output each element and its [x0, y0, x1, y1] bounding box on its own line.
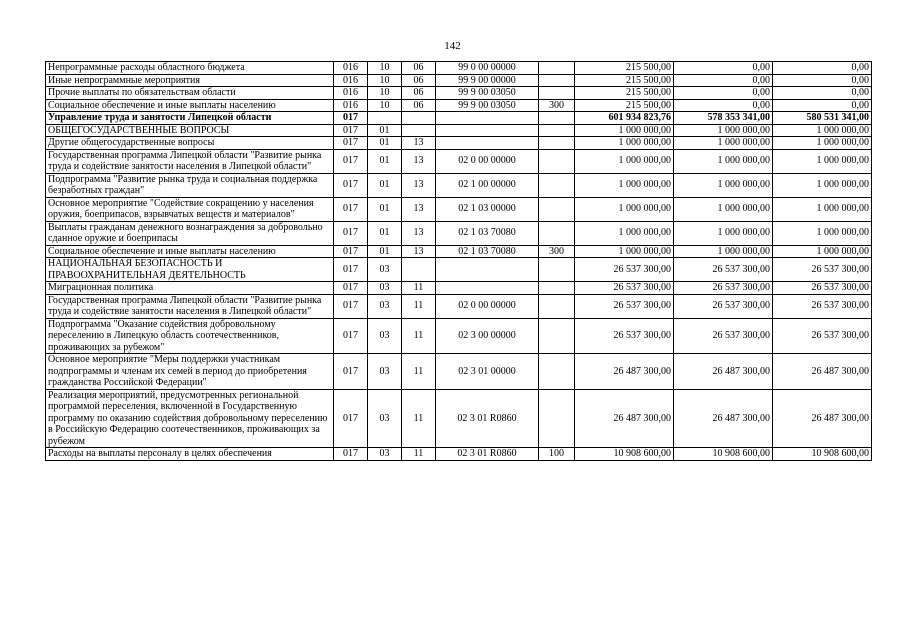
section-code-cell: 10 [368, 74, 402, 87]
target-article-cell: 02 0 00 00000 [436, 294, 539, 318]
admin-code-cell: 017 [334, 354, 368, 390]
row-name-cell: Основное мероприятие "Содействие сокращению у населения оружия, боеприпасов, взрывчатых веществ и материалов" [46, 197, 334, 221]
expense-type-cell [539, 294, 575, 318]
subsection-code-cell: 13 [402, 137, 436, 150]
amount-year1-cell: 601 934 823,76 [575, 112, 674, 125]
expense-type-cell: 100 [539, 448, 575, 461]
target-article-cell: 02 1 03 70080 [436, 245, 539, 258]
amount-year1-cell: 26 487 300,00 [575, 354, 674, 390]
row-name-cell: Подпрограмма "Развитие рынка труда и социальная поддержка безработных граждан" [46, 173, 334, 197]
amount-year2-cell: 26 537 300,00 [674, 282, 773, 295]
amount-year3-cell: 26 487 300,00 [773, 389, 872, 448]
subsection-code-cell: 11 [402, 354, 436, 390]
admin-code-cell: 017 [334, 221, 368, 245]
admin-code-cell: 017 [334, 137, 368, 150]
amount-year3-cell: 1 000 000,00 [773, 137, 872, 150]
amount-year2-cell: 0,00 [674, 74, 773, 87]
amount-year1-cell: 26 537 300,00 [575, 318, 674, 354]
row-name-cell: Социальное обеспечение и иные выплаты населению [46, 99, 334, 112]
amount-year3-cell: 1 000 000,00 [773, 245, 872, 258]
subsection-code-cell: 11 [402, 448, 436, 461]
table-row [46, 258, 872, 282]
admin-code-cell: 017 [334, 197, 368, 221]
row-name-cell: Социальное обеспечение и иные выплаты населению [46, 245, 334, 258]
target-article-cell [436, 282, 539, 295]
admin-code-cell: 017 [334, 389, 368, 448]
table-row [46, 245, 872, 258]
row-name-cell: Прочие выплаты по обязательствам области [46, 87, 334, 100]
amount-year1-cell: 26 487 300,00 [575, 389, 674, 448]
budget-table [45, 61, 872, 461]
amount-year2-cell: 1 000 000,00 [674, 245, 773, 258]
amount-year2-cell: 1 000 000,00 [674, 149, 773, 173]
section-code-cell: 03 [368, 354, 402, 390]
table-row [46, 137, 872, 150]
admin-code-cell: 016 [334, 99, 368, 112]
amount-year3-cell: 0,00 [773, 87, 872, 100]
amount-year1-cell: 1 000 000,00 [575, 137, 674, 150]
section-code-cell: 01 [368, 245, 402, 258]
amount-year2-cell: 0,00 [674, 99, 773, 112]
amount-year1-cell: 1 000 000,00 [575, 197, 674, 221]
target-article-cell: 02 0 00 00000 [436, 149, 539, 173]
subsection-code-cell: 06 [402, 62, 436, 75]
section-code-cell: 03 [368, 282, 402, 295]
subsection-code-cell [402, 112, 436, 125]
amount-year2-cell: 10 908 600,00 [674, 448, 773, 461]
admin-code-cell: 017 [334, 112, 368, 125]
amount-year3-cell: 580 531 341,00 [773, 112, 872, 125]
table-row [46, 389, 872, 448]
section-code-cell: 01 [368, 149, 402, 173]
target-article-cell: 99 9 00 03050 [436, 99, 539, 112]
subsection-code-cell: 11 [402, 389, 436, 448]
amount-year3-cell: 26 537 300,00 [773, 318, 872, 354]
target-article-cell: 02 3 01 00000 [436, 354, 539, 390]
amount-year1-cell: 1 000 000,00 [575, 149, 674, 173]
amount-year2-cell: 26 537 300,00 [674, 258, 773, 282]
amount-year3-cell: 0,00 [773, 99, 872, 112]
amount-year3-cell: 0,00 [773, 74, 872, 87]
page-number: 142 [444, 40, 461, 52]
amount-year3-cell: 0,00 [773, 62, 872, 75]
table-row [46, 62, 872, 75]
section-code-cell: 10 [368, 99, 402, 112]
target-article-cell [436, 258, 539, 282]
target-article-cell [436, 137, 539, 150]
target-article-cell: 02 3 01 R0860 [436, 448, 539, 461]
admin-code-cell: 017 [334, 149, 368, 173]
row-name-cell: Подпрограмма "Оказание содействия добровольному переселению в Липецкую область соотечественников, проживающих за рубежом" [46, 318, 334, 354]
target-article-cell: 99 0 00 00000 [436, 62, 539, 75]
amount-year3-cell: 26 537 300,00 [773, 294, 872, 318]
expense-type-cell [539, 354, 575, 390]
row-name-cell: Управление труда и занятости Липецкой области [46, 112, 334, 125]
amount-year3-cell: 1 000 000,00 [773, 149, 872, 173]
expense-type-cell [539, 149, 575, 173]
admin-code-cell: 017 [334, 282, 368, 295]
amount-year1-cell: 26 537 300,00 [575, 294, 674, 318]
admin-code-cell: 017 [334, 173, 368, 197]
admin-code-cell: 016 [334, 62, 368, 75]
amount-year2-cell: 0,00 [674, 87, 773, 100]
row-name-cell: Миграционная политика [46, 282, 334, 295]
table-body [46, 62, 872, 461]
amount-year2-cell: 1 000 000,00 [674, 137, 773, 150]
target-article-cell [436, 112, 539, 125]
target-article-cell: 02 1 03 70080 [436, 221, 539, 245]
expense-type-cell [539, 221, 575, 245]
amount-year3-cell: 1 000 000,00 [773, 197, 872, 221]
section-code-cell: 01 [368, 197, 402, 221]
row-name-cell: Реализация мероприятий, предусмотренных региональной программой переселения, включенной в Государственную программу по оказанию содействия добровольному переселению в Российскую Федерацию соотечественников, проживающих за рубежом [46, 389, 334, 448]
table-row [46, 448, 872, 461]
amount-year1-cell: 26 537 300,00 [575, 282, 674, 295]
row-name-cell: НАЦИОНАЛЬНАЯ БЕЗОПАСНОСТЬ И ПРАВООХРАНИТЕЛЬНАЯ ДЕЯТЕЛЬНОСТЬ [46, 258, 334, 282]
row-name-cell: ОБЩЕГОСУДАРСТВЕННЫЕ ВОПРОСЫ [46, 124, 334, 137]
target-article-cell: 02 1 03 00000 [436, 197, 539, 221]
table-row [46, 221, 872, 245]
row-name-cell: Выплаты гражданам денежного вознаграждения за добровольно сданное оружие и боеприпасы [46, 221, 334, 245]
table-row [46, 87, 872, 100]
amount-year2-cell: 1 000 000,00 [674, 221, 773, 245]
table-row [46, 354, 872, 390]
table-row [46, 112, 872, 125]
table-row [46, 99, 872, 112]
subsection-code-cell: 13 [402, 245, 436, 258]
amount-year2-cell: 26 487 300,00 [674, 389, 773, 448]
table-row [46, 294, 872, 318]
section-code-cell: 10 [368, 62, 402, 75]
expense-type-cell: 300 [539, 245, 575, 258]
admin-code-cell: 016 [334, 87, 368, 100]
amount-year3-cell: 1 000 000,00 [773, 124, 872, 137]
amount-year2-cell: 26 537 300,00 [674, 294, 773, 318]
amount-year3-cell: 1 000 000,00 [773, 173, 872, 197]
amount-year3-cell: 26 537 300,00 [773, 282, 872, 295]
amount-year2-cell: 1 000 000,00 [674, 173, 773, 197]
amount-year2-cell: 26 487 300,00 [674, 354, 773, 390]
subsection-code-cell: 13 [402, 173, 436, 197]
target-article-cell [436, 124, 539, 137]
subsection-code-cell: 11 [402, 294, 436, 318]
expense-type-cell [539, 74, 575, 87]
amount-year3-cell: 26 487 300,00 [773, 354, 872, 390]
subsection-code-cell [402, 124, 436, 137]
target-article-cell: 02 1 00 00000 [436, 173, 539, 197]
table-row [46, 149, 872, 173]
amount-year2-cell: 26 537 300,00 [674, 318, 773, 354]
admin-code-cell: 017 [334, 124, 368, 137]
target-article-cell: 02 3 01 R0860 [436, 389, 539, 448]
amount-year2-cell: 0,00 [674, 62, 773, 75]
table-row [46, 282, 872, 295]
amount-year1-cell: 1 000 000,00 [575, 173, 674, 197]
section-code-cell: 03 [368, 294, 402, 318]
subsection-code-cell: 06 [402, 87, 436, 100]
section-code-cell: 01 [368, 221, 402, 245]
admin-code-cell: 017 [334, 294, 368, 318]
row-name-cell: Государственная программа Липецкой области "Развитие рынка труда и содействие занятости населения в Липецкой области" [46, 149, 334, 173]
expense-type-cell [539, 112, 575, 125]
subsection-code-cell: 13 [402, 149, 436, 173]
row-name-cell: Непрограммные расходы областного бюджета [46, 62, 334, 75]
expense-type-cell [539, 137, 575, 150]
amount-year1-cell: 215 500,00 [575, 99, 674, 112]
table-row [46, 197, 872, 221]
table-row [46, 318, 872, 354]
subsection-code-cell: 13 [402, 197, 436, 221]
target-article-cell: 99 9 00 00000 [436, 74, 539, 87]
subsection-code-cell: 13 [402, 221, 436, 245]
amount-year3-cell: 1 000 000,00 [773, 221, 872, 245]
amount-year2-cell: 1 000 000,00 [674, 197, 773, 221]
row-name-cell: Другие общегосударственные вопросы [46, 137, 334, 150]
amount-year1-cell: 1 000 000,00 [575, 124, 674, 137]
amount-year2-cell: 578 353 341,00 [674, 112, 773, 125]
admin-code-cell: 017 [334, 318, 368, 354]
expense-type-cell [539, 197, 575, 221]
amount-year1-cell: 10 908 600,00 [575, 448, 674, 461]
expense-type-cell: 300 [539, 99, 575, 112]
subsection-code-cell: 11 [402, 282, 436, 295]
admin-code-cell: 017 [334, 258, 368, 282]
row-name-cell: Расходы на выплаты персоналу в целях обеспечения [46, 448, 334, 461]
expense-type-cell [539, 389, 575, 448]
amount-year1-cell: 26 537 300,00 [575, 258, 674, 282]
amount-year1-cell: 1 000 000,00 [575, 221, 674, 245]
amount-year1-cell: 215 500,00 [575, 87, 674, 100]
target-article-cell: 99 9 00 03050 [436, 87, 539, 100]
expense-type-cell [539, 318, 575, 354]
expense-type-cell [539, 282, 575, 295]
expense-type-cell [539, 258, 575, 282]
admin-code-cell: 017 [334, 448, 368, 461]
expense-type-cell [539, 124, 575, 137]
admin-code-cell: 016 [334, 74, 368, 87]
section-code-cell: 10 [368, 87, 402, 100]
amount-year1-cell: 1 000 000,00 [575, 245, 674, 258]
section-code-cell: 03 [368, 318, 402, 354]
expense-type-cell [539, 62, 575, 75]
subsection-code-cell [402, 258, 436, 282]
amount-year1-cell: 215 500,00 [575, 62, 674, 75]
section-code-cell: 01 [368, 124, 402, 137]
subsection-code-cell: 06 [402, 74, 436, 87]
subsection-code-cell: 06 [402, 99, 436, 112]
row-name-cell: Иные непрограммные мероприятия [46, 74, 334, 87]
section-code-cell: 03 [368, 258, 402, 282]
table-row [46, 124, 872, 137]
amount-year2-cell: 1 000 000,00 [674, 124, 773, 137]
subsection-code-cell: 11 [402, 318, 436, 354]
section-code-cell [368, 112, 402, 125]
amount-year3-cell: 10 908 600,00 [773, 448, 872, 461]
amount-year3-cell: 26 537 300,00 [773, 258, 872, 282]
row-name-cell: Государственная программа Липецкой области "Развитие рынка труда и содействие занятости населения в Липецкой области" [46, 294, 334, 318]
section-code-cell: 03 [368, 448, 402, 461]
section-code-cell: 03 [368, 389, 402, 448]
section-code-cell: 01 [368, 173, 402, 197]
target-article-cell: 02 3 00 00000 [436, 318, 539, 354]
expense-type-cell [539, 87, 575, 100]
table-row [46, 74, 872, 87]
section-code-cell: 01 [368, 137, 402, 150]
table-row [46, 173, 872, 197]
amount-year1-cell: 215 500,00 [575, 74, 674, 87]
row-name-cell: Основное мероприятие "Меры поддержки участникам подпрограммы и членам их семей в период до приобретения гражданства Российской Федерации" [46, 354, 334, 390]
admin-code-cell: 017 [334, 245, 368, 258]
expense-type-cell [539, 173, 575, 197]
